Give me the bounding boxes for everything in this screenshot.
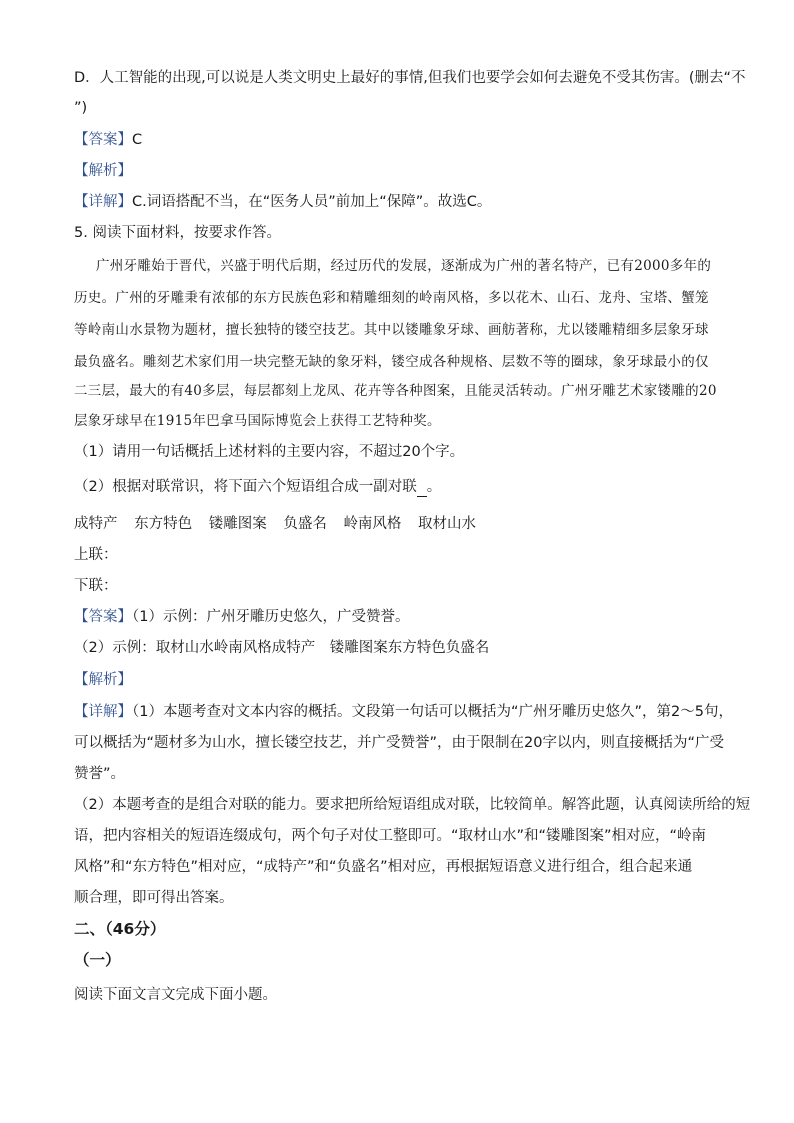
section-2-subheading: （一） xyxy=(74,951,121,969)
passage-line-3: 等岭南山水景物为题材，擅长独特的镂空技艺。其中以镂雕象牙球、画舫著称，尤以镂雕精细多层象牙球 xyxy=(74,322,709,338)
answer-2-label: 【答案】 xyxy=(74,609,132,625)
answer-2-text-1: （1）示例：广州牙雕历史悠久，广受赞誉。 xyxy=(132,609,410,625)
detail-3-line-2: 语，把内容相关的短语连缀成句，两个句子对仗工整即可。“取材山水”和“镂雕图案”相对应，“岭南 xyxy=(74,828,707,844)
option-d-line-1: D．人工智能的出现,可以说是人类文明史上最好的事情,但我们也要学会如何去避免不受其伤害。(删去“不 xyxy=(74,70,746,86)
analysis-2-label: 【解析】 xyxy=(74,672,132,688)
option-d-line-2: ”) xyxy=(74,100,88,116)
detail-label: 【详解】 xyxy=(74,194,132,210)
section-2-heading: 二、（46分） xyxy=(74,920,166,938)
passage-line-1: 广州牙雕始于晋代，兴盛于明代后期，经过历代的发展，逐渐成为广州的著名特产，已有2000多年的 xyxy=(96,258,712,274)
phrase-item: 镂雕图案 xyxy=(208,516,267,532)
answer-blank xyxy=(417,482,427,497)
answer-label: 【答案】 xyxy=(74,132,132,148)
answer-value: C xyxy=(132,132,143,148)
analysis-label: 【解析】 xyxy=(74,163,132,179)
phrase-item: 取材山水 xyxy=(418,516,477,532)
detail-text: C.词语搭配不当，在“医务人员”前加上“保障”。故选C。 xyxy=(132,194,492,210)
detail-2-line-3: 赞誉”。 xyxy=(74,766,126,782)
upper-couplet-label: 上联： xyxy=(74,547,118,563)
phrase-item: 成特产 xyxy=(74,516,118,532)
question-5-title: 5. 阅读下面材料，按要求作答。 xyxy=(74,225,281,241)
detail-3-line-3: 风格”和“东方特色”相对应，“成特产”和“负盛名”相对应，再根据短语意义进行组合，组合起来通 xyxy=(74,859,693,875)
detail-2-text-1: （1）本题考查对文本内容的概括。文段第一句话可以概括为“广州牙雕历史悠久”，第2～5句， xyxy=(132,704,733,720)
lower-couplet-label: 下联： xyxy=(74,578,118,594)
sub-question-2-end: 。 xyxy=(426,479,442,495)
answer-2-line-1 xyxy=(74,607,409,627)
phrase-item: 东方特色 xyxy=(134,516,193,532)
detail-line xyxy=(74,192,491,212)
phrase-item: 负盛名 xyxy=(283,516,327,532)
passage-line-6: 层象牙球早在1915年巴拿马国际博览会上获得工艺特种奖。 xyxy=(74,413,441,429)
passage-line-4: 最负盛名。雕刻艺术家们用一块完整无缺的象牙料，镂空成各种规格、层数不等的圈球，象牙球最小的仅 xyxy=(74,354,709,370)
phrase-list xyxy=(74,514,488,534)
detail-2-line-2: 可以概括为“题材多为山水，擅长镂空技艺，并广受赞誉”，由于限制在20字以内，则直接概括为“广受 xyxy=(74,735,724,751)
sub-question-2 xyxy=(74,477,441,497)
answer-line xyxy=(74,130,142,150)
passage-line-5: 二三层，最大的有40多层，每层都刻上龙凤、花卉等各种图案，且能灵活转动。广州牙雕艺术家镂雕的20 xyxy=(74,383,717,399)
reading-instruction: 阅读下面文言文完成下面小题。 xyxy=(74,987,277,1003)
detail-2-label: 【详解】 xyxy=(74,704,132,720)
answer-2-line-2: （2）示例：取材山水岭南风格成特产 镂雕图案东方特色负盛名 xyxy=(74,640,490,656)
detail-3-line-4: 顺合理，即可得出答案。 xyxy=(74,890,234,906)
phrase-item: 岭南风格 xyxy=(343,516,402,532)
detail-2-line-1 xyxy=(74,702,733,722)
detail-3-line-1: （2）本题考查的是组合对联的能力。要求把所给短语组成对联，比较简单。解答此题，认真阅读所给的短 xyxy=(74,797,751,813)
passage-line-2: 历史。广州的牙雕秉有浓郁的东方民族色彩和精雕细刻的岭南风格，多以花木、山石、龙舟、宝塔、蟹笼 xyxy=(74,290,709,306)
sub-question-2-text: （2）根据对联常识，将下面六个短语组合成一副对联 xyxy=(74,479,417,495)
sub-question-1: （1）请用一句话概括上述材料的主要内容，不超过20个字。 xyxy=(74,444,465,460)
